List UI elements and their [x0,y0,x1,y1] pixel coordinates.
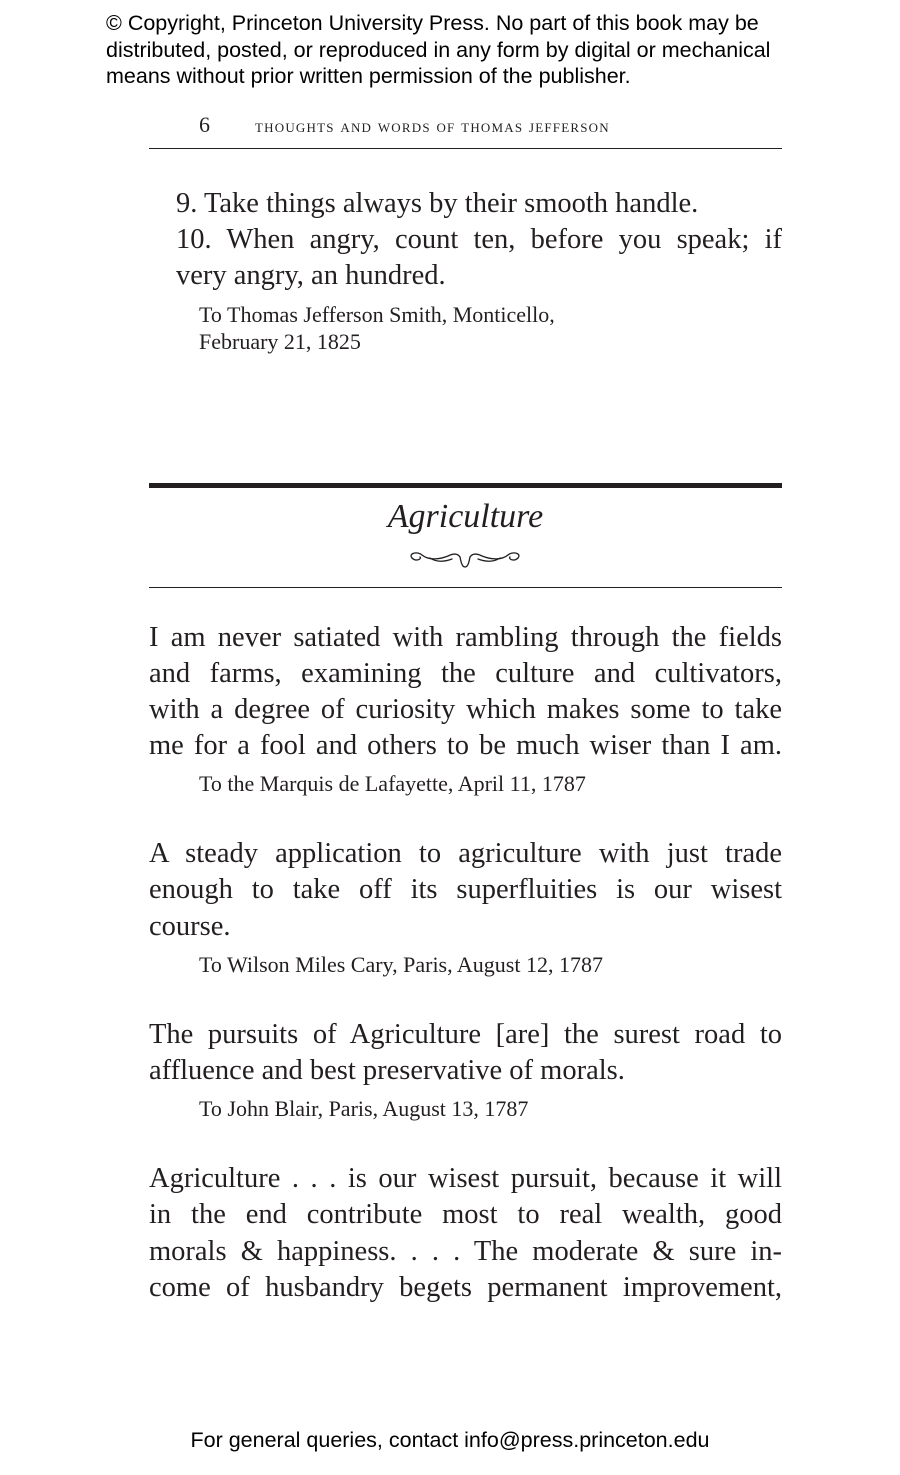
section-rule-top [149,483,782,488]
list-item-10: 10. When angry, count ten, before you speak; if [176,224,782,255]
quote-line: come of husbandry begets permanent improvement, [149,1272,782,1303]
list-item-9: 9. Take things always by their smooth handle. [176,188,699,219]
attribution: To John Blair, Paris, August 13, 1787 [199,1096,529,1121]
quote-line: and farms, examining the culture and cultivators, [149,658,782,689]
section-rule-bottom [149,587,782,588]
running-head [149,112,782,149]
copyright-line: distributed, posted, or reproduced in any form by digital or mechanical [106,37,771,62]
quote-line: course. [149,911,231,942]
quote-line: affluence and best preservative of morals. [149,1055,625,1086]
running-title: thoughts and words of thomas jefferson [255,116,610,136]
quote-line: A steady application to agriculture with just trade [149,838,782,869]
quote-line: in the end contribute most to real wealth, good [149,1199,782,1230]
attribution: February 21, 1825 [199,329,361,354]
quote-line: I am never satiated with rambling through the fields [149,622,782,653]
page-number: 6 [199,112,210,137]
copyright-notice [106,10,866,90]
quote-line: enough to take off its superfluities is our wisest [149,874,782,905]
attribution: To the Marquis de Lafayette, April 11, 1787 [199,771,586,796]
quote-line: with a degree of curiosity which makes some to take [149,694,782,725]
copyright-line: © Copyright, Princeton University Press. No part of this book may be [106,11,759,35]
list-item-10-cont: very angry, an hundred. [176,260,446,291]
quote-line: The pursuits of Agriculture [are] the surest road to [149,1019,782,1050]
copyright-line: means without prior written permission of the publisher. [106,64,631,88]
quote-line: morals & happiness. . . . The moderate & sure in- [149,1236,782,1267]
attribution: To Thomas Jefferson Smith, Monticello, [199,302,555,327]
attribution: To Wilson Miles Cary, Paris, August 12, 1787 [199,952,603,977]
footer-contact: For general queries, contact info@press.princeton.edu [190,1428,710,1452]
quote-line: me for a fool and others to be much wiser than I am. [149,730,782,761]
section-title: Agriculture [387,498,544,535]
quote-line: Agriculture . . . is our wisest pursuit, because it will [149,1163,782,1194]
fleuron-ornament-icon [404,545,526,571]
